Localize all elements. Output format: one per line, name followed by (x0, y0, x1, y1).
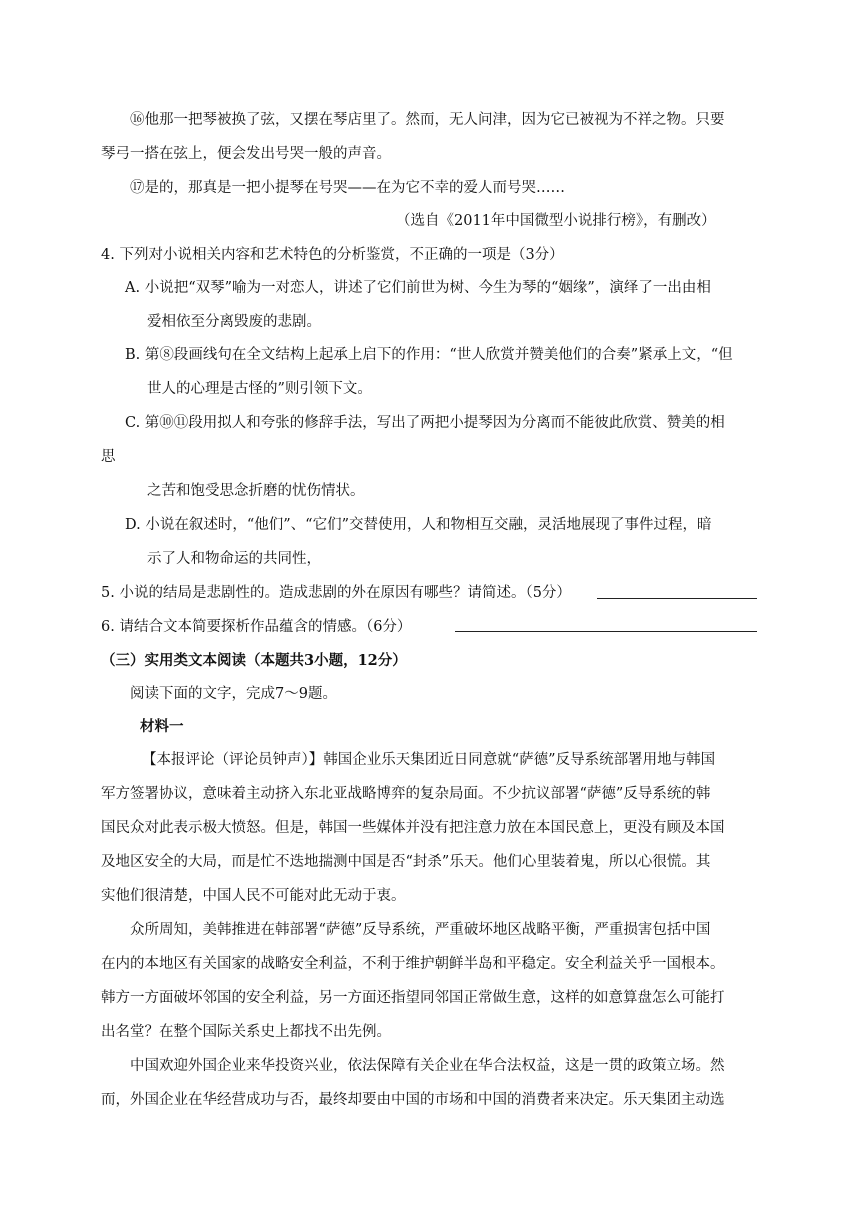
material-1-para1-line5: 实他们很清楚，中国人民不可能对此无动于衷。 (101, 888, 406, 904)
question-5-stem: 5. 小说的结局是悲剧性的。造成悲剧的外在原因有哪些？请简述。（5分） (101, 585, 571, 601)
question-4-stem: 4. 下列对小说相关内容和艺术特色的分析鉴赏，不正确的一项是（3分） (101, 247, 564, 263)
q5-answer-line[interactable] (597, 598, 757, 599)
section-3-heading: （三）实用类文本阅读（本题共3小题，12分） (101, 652, 407, 669)
q4-option-b: B. 第⑧段画线句在全文结构上起承上启下的作用：“世人欣赏并赞美他们的合奏”紧承上文，“但 (125, 347, 733, 363)
material-1-para1-line3: 国民众对此表示极大愤怒。但是，韩国一些媒体并没有把注意力放在本国民意上，更没有顾及本国 (101, 820, 725, 836)
material-1-para2-line4: 出名堂？在整个国际关系史上都找不出先例。 (101, 1024, 391, 1040)
material-1-para2-line2: 在内的本地区有关国家的战略安全利益，不利于维护朝鲜半岛和平稳定。安全利益关乎一国根本。 (101, 956, 725, 972)
q6-answer-line[interactable] (455, 631, 757, 632)
q4-option-a-cont: 爱相依至分离毁废的悲剧。 (147, 314, 321, 330)
story-paragraph-16-cont: 琴弓一搭在弦上，便会发出号哭一般的声音。 (101, 146, 391, 162)
material-1-para3-line2: 而，外国企业在华经营成功与否，最终却要由中国的市场和中国的消费者来决定。乐天集团主动选 (101, 1092, 725, 1108)
q4-option-c: C. 第⑩⑪段用拟人和夸张的修辞手法，写出了两把小提琴因为分离而不能彼此欣赏、赞美的相 (125, 415, 725, 431)
source-citation: （选自《2011年中国微型小说排行榜》，有删改） (396, 213, 716, 229)
q4-option-c-cont: 思 (101, 449, 116, 465)
material-1-para1-line4: 及地区安全的大局，而是忙不迭地揣测中国是否“封杀”乐天。他们心里装着鬼，所以心很慌。其 (101, 854, 711, 870)
material-1-para2-line1: 众所周知，美韩推进在韩部署“萨德”反导系统，严重破坏地区战略平衡，严重损害包括中国 (130, 922, 711, 938)
material-1-para1-line2: 军方签署协议，意味着主动挤入东北亚战略博弈的复杂局面。不少抗议部署“萨德”反导系统的韩 (101, 786, 711, 802)
q4-option-b-cont: 世人的心理是古怪的”则引领下文。 (147, 381, 372, 397)
material-1-para1-line1: 【本报评论（评论员钟声）】韩国企业乐天集团近日同意就“萨德”反导系统部署用地与韩国 (142, 752, 716, 768)
q4-option-a: A. 小说把“双琴”喻为一对恋人，讲述了它们前世为树、今生为琴的“姻缘”，演绎了一出由相 (125, 280, 711, 296)
q4-option-d: D. 小说在叙述时，“他们”、“它们”交替使用，人和物相互交融，灵活地展现了事件过程，暗 (125, 517, 712, 533)
q4-option-c-cont2: 之苦和饱受思念折磨的忧伤情状。 (147, 483, 365, 499)
material-1-title: 材料一 (140, 718, 184, 735)
section-3-instruction: 阅读下面的文字，完成7～9题。 (130, 686, 337, 702)
story-paragraph-16: ⑯他那一把琴被换了弦，又摆在琴店里了。然而，无人问津，因为它已被视为不祥之物。只要 (130, 112, 725, 128)
q4-option-d-cont: 示了人和物命运的共同性， (147, 551, 321, 567)
story-paragraph-17: ⑰是的，那真是一把小提琴在号哭——在为它不幸的爱人而号哭…… (130, 180, 565, 196)
material-1-para3-line1: 中国欢迎外国企业来华投资兴业，依法保障有关企业在华合法权益，这是一贯的政策立场。然 (130, 1058, 725, 1074)
material-1-para2-line3: 韩方一方面破坏邻国的安全利益，另一方面还指望同邻国正常做生意，这样的如意算盘怎么可能打 (101, 990, 725, 1006)
question-6-stem: 6. 请结合文本简要探析作品蕴含的情感。（6分） (101, 619, 412, 635)
